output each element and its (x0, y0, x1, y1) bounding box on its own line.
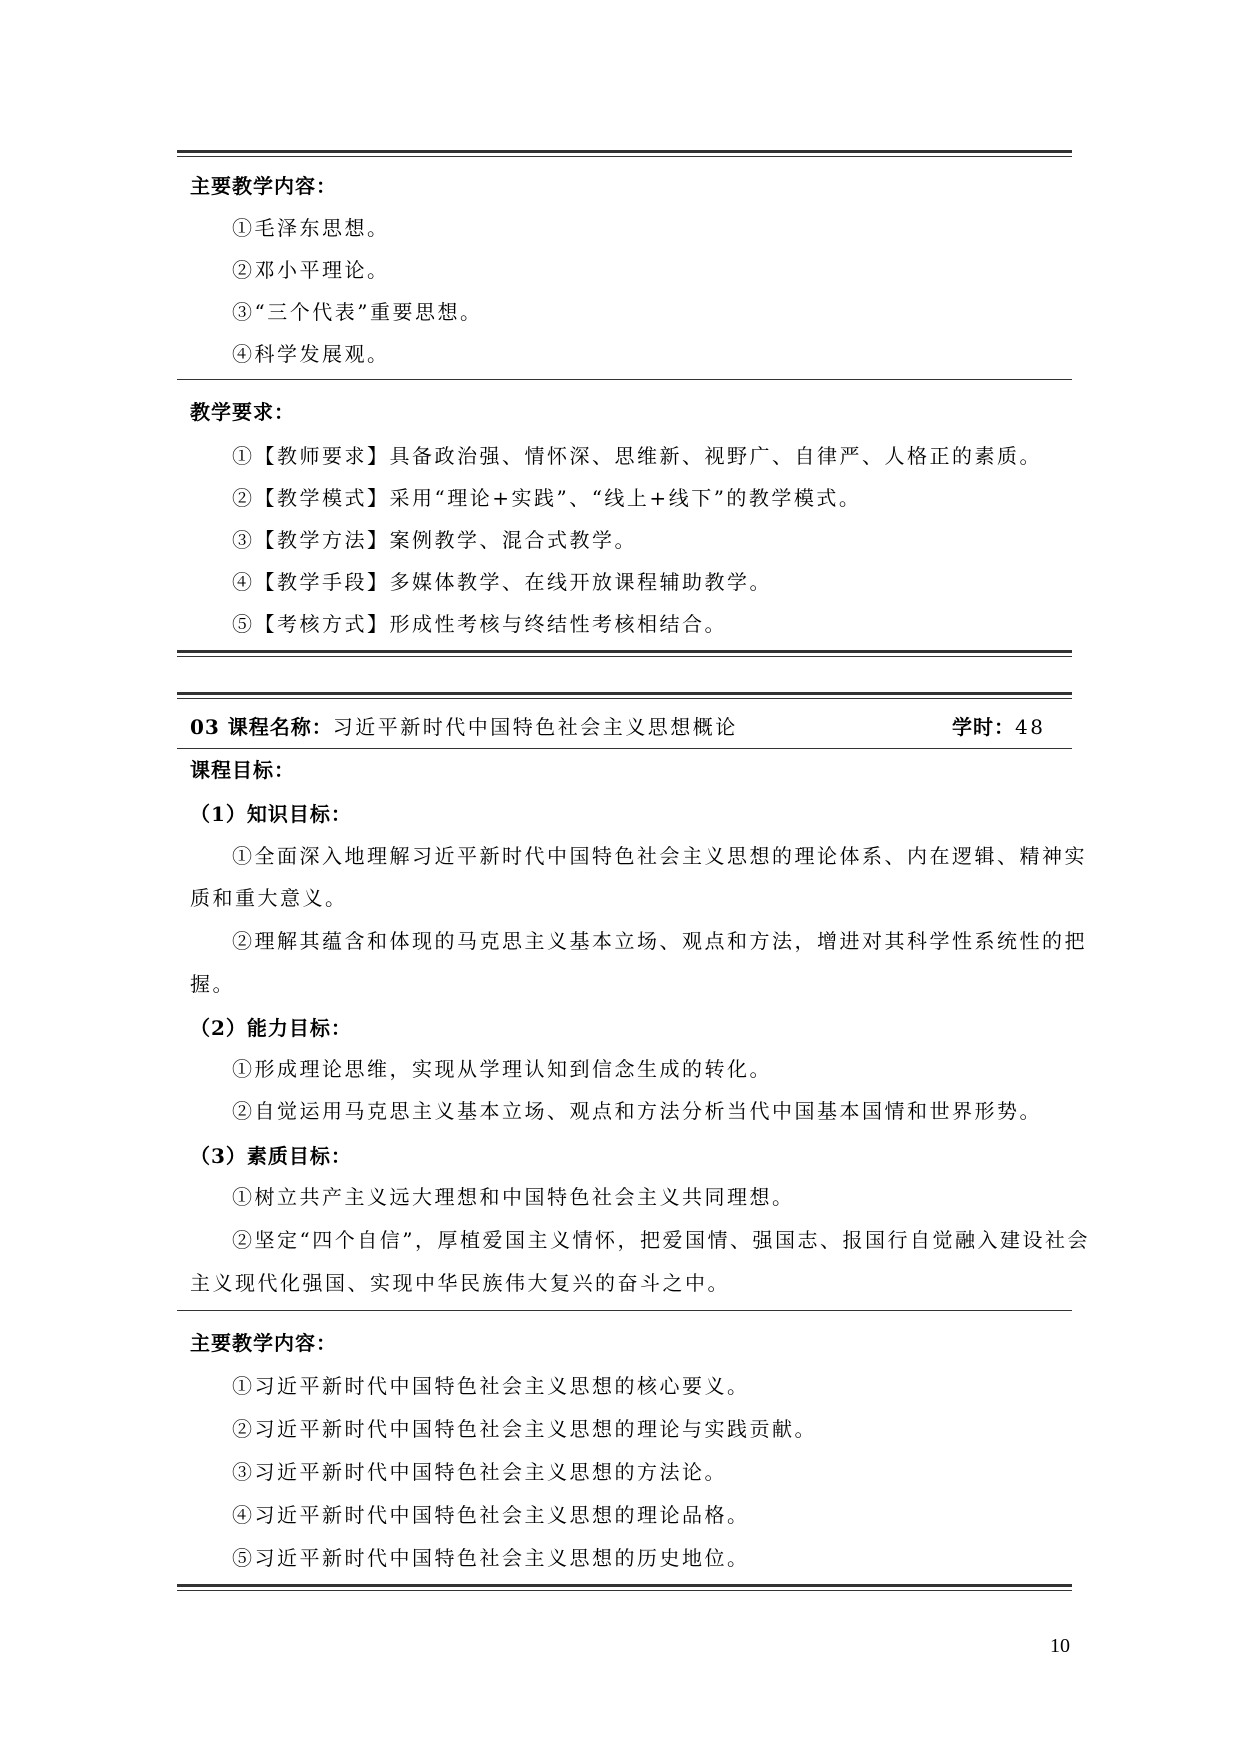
list-item: ②【教学模式】采用“理论+实践”、“线上+线下”的教学模式。 (232, 486, 862, 510)
list-item: ①【教师要求】具备政治强、情怀深、思维新、视野广、自律严、人格正的素质。 (232, 444, 1042, 468)
goals-heading: 课程目标： (190, 758, 295, 782)
course-name: 习近平新时代中国特色社会主义思想概论 (332, 715, 738, 739)
top-rule (177, 150, 1072, 155)
paragraph-line: ①全面深入地理解习近平新时代中国特色社会主义思想的理论体系、内在逻辑、精神实 (232, 844, 1087, 868)
list-item: ⑤【考核方式】形成性考核与终结性考核相结合。 (232, 612, 727, 636)
paragraph-line: ②理解其蕴含和体现的马克思主义基本立场、观点和方法，增进对其科学性系统性的把 (232, 929, 1087, 953)
page-number: 10 (1050, 1635, 1070, 1657)
prev-content-heading: 主要教学内容： (190, 174, 337, 198)
list-item: ⑤习近平新时代中国特色社会主义思想的历史地位。 (232, 1546, 750, 1570)
bottom-rule (177, 1584, 1072, 1589)
list-item: ③习近平新时代中国特色社会主义思想的方法论。 (232, 1460, 727, 1484)
list-item: ③【教学方法】案例教学、混合式教学。 (232, 528, 637, 552)
knowledge-goals-heading: （1）知识目标： (190, 802, 352, 826)
ability-goals-heading: （2）能力目标： (190, 1016, 352, 1040)
list-item: ①习近平新时代中国特色社会主义思想的核心要义。 (232, 1374, 750, 1398)
paragraph-line: ①形成理论思维，实现从学理认知到信念生成的转化。 (232, 1057, 772, 1081)
paragraph-line: ②自觉运用马克思主义基本立场、观点和方法分析当代中国基本国情和世界形势。 (232, 1099, 1042, 1123)
content-heading: 主要教学内容： (190, 1331, 337, 1355)
list-item: ④【教学手段】多媒体教学、在线开放课程辅助教学。 (232, 570, 772, 594)
prev-requirements-heading: 教学要求： (190, 400, 295, 424)
divider (177, 1310, 1072, 1311)
divider (177, 748, 1072, 749)
paragraph-line: 质和重大意义。 (190, 886, 348, 910)
quality-goals-heading: （3）素质目标： (190, 1144, 352, 1168)
course-hours (952, 711, 1045, 740)
course-start-rule (177, 692, 1072, 697)
list-item: ②习近平新时代中国特色社会主义思想的理论与实践贡献。 (232, 1417, 817, 1441)
list-item: ②邓小平理论。 (232, 258, 390, 282)
paragraph-line: 握。 (190, 972, 235, 996)
section-end-rule (177, 650, 1072, 655)
course-title-row (190, 711, 738, 740)
paragraph-line: ①树立共产主义远大理想和中国特色社会主义共同理想。 (232, 1185, 795, 1209)
hours-value: 48 (1015, 715, 1046, 739)
list-item: ①毛泽东思想。 (232, 216, 390, 240)
paragraph-line: 主义现代化强国、实现中华民族伟大复兴的奋斗之中。 (190, 1271, 730, 1295)
course-number-label: 03 课程名称： (190, 715, 333, 739)
list-item: ④科学发展观。 (232, 342, 390, 366)
list-item: ④习近平新时代中国特色社会主义思想的理论品格。 (232, 1503, 750, 1527)
divider (177, 379, 1072, 380)
paragraph-line: ②坚定“四个自信”，厚植爱国主义情怀，把爱国情、强国志、报国行自觉融入建设社会 (232, 1228, 1090, 1252)
hours-label: 学时： (952, 715, 1015, 739)
list-item: ③“三个代表”重要思想。 (232, 300, 483, 324)
